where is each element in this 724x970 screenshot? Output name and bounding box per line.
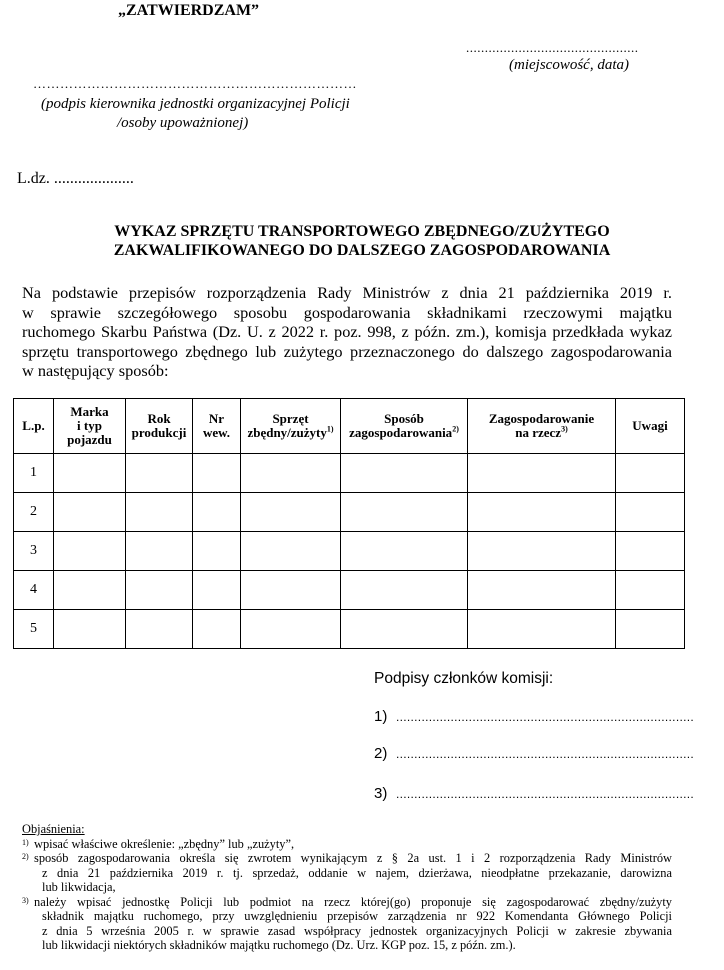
- cell-recipient[interactable]: [468, 454, 616, 493]
- header-equipment-status: Sprzęt zbędny/zużyty$^{1)}$: [241, 399, 341, 454]
- cell-year[interactable]: [126, 532, 193, 571]
- cell-equipment-status[interactable]: [241, 610, 341, 649]
- intro-line2: w sprawie szczegółowego sposobu gospodarowania składnikami rzeczowymi majątku: [22, 302, 672, 322]
- table-header-row: [14, 399, 685, 454]
- member-signature-1: 1) ..................................................................................: [374, 708, 694, 725]
- cell-method[interactable]: [341, 532, 468, 571]
- signature-field: ………………………………………………………………: [33, 76, 357, 91]
- signature-label: [41, 95, 391, 133]
- table-row: [14, 610, 685, 649]
- cell-internal-number[interactable]: [193, 454, 241, 493]
- header-lp: L.p.: [14, 399, 54, 454]
- note-3: 3) należy wpisać jednostkę Policji lub podmiot na rzecz której(go) proponuje się zagospodarować zbędny/zużyty składnik majątku ruchomego, przy uwzględnieniu przepisów zarządzenia nr 922 Komendanta Głównego Policji z dnia 5 września 2005 r. w sprawie zasad współpracy jednostek organizacyjnych Policji w zakresie zbywania lub likwidacji niektórych składników majątku ruchomego (Dz. Urz. KGP poz. 15, z późn. zm.).: [22, 894, 672, 952]
- cell-year[interactable]: [126, 493, 193, 532]
- note-1: 1) wpisać właściwe określenie: „zbędny” lub „zużyty”,: [22, 836, 295, 851]
- cell-internal-number[interactable]: [193, 532, 241, 571]
- place-date-label: (miejscowość, data): [509, 57, 629, 73]
- cell-remarks[interactable]: [616, 610, 685, 649]
- header-internal-number: Nr wew.: [193, 399, 241, 454]
- note-2: 2) sposób zagospodarowania określa się zwrotem wynikającym z § 2a ust. 1 i 2 rozporządzenia Rady Ministrów z dnia 21 października 2019 r. tj. sprzedaż, oddanie w najem, dzierżawa, nieodpłatne przekazanie, darowizna lub likwidacja,: [22, 851, 672, 894]
- signature-label-line2: /osoby upoważnionej): [117, 115, 249, 131]
- cell-remarks[interactable]: [616, 532, 685, 571]
- header-brand: Marka i typ pojazdu: [54, 399, 126, 454]
- member-signature-3: 3) ..................................................................................: [374, 785, 694, 802]
- explanations: [22, 822, 672, 953]
- cell-year[interactable]: [126, 571, 193, 610]
- cell-internal-number[interactable]: [193, 571, 241, 610]
- cell-equipment-status[interactable]: [241, 454, 341, 493]
- cell-recipient[interactable]: [468, 571, 616, 610]
- intro-line3: ruchomego Skarbu Państwa (Dz. U. z 2022 r. poz. 998, z późn. zm.), komisja przedkłada wykaz: [22, 322, 672, 341]
- header-recipient: Zagospodarowanie na rzecz$^{3)}$: [468, 399, 616, 454]
- intro-line1: Na podstawie przepisów rozporządzenia Rady Ministrów z dnia 21 października 2019 r.: [22, 283, 672, 302]
- title-line2: ZAKWALIFIKOWANEGO DO DALSZEGO ZAGOSPODAROWANIA: [113, 242, 611, 259]
- approval-heading: „ZATWIERDZAM”: [118, 2, 260, 19]
- cell-remarks[interactable]: [616, 571, 685, 610]
- cell-equipment-status[interactable]: [241, 493, 341, 532]
- explanations-heading: Objaśnienia:: [22, 822, 85, 836]
- cell-method[interactable]: [341, 571, 468, 610]
- signature-label-line1: (podpis kierownika jednostki organizacyjnej Policji: [41, 96, 350, 112]
- cell-recipient[interactable]: [468, 493, 616, 532]
- document-title: [30, 222, 694, 260]
- place-date-field: ..............................................: [466, 40, 639, 55]
- cell-equipment-status[interactable]: [241, 532, 341, 571]
- cell-internal-number[interactable]: [193, 493, 241, 532]
- intro-line4: sprzętu transportowego zbędnego lub zużytego przeznaczonego do dalszego zagospodarowania: [22, 341, 672, 361]
- intro-paragraph: [22, 283, 672, 381]
- cell-method[interactable]: [341, 454, 468, 493]
- header-method: Sposób zagospodarowania$^{2)}$: [341, 399, 468, 454]
- cell-recipient[interactable]: [468, 610, 616, 649]
- equipment-table: [13, 398, 685, 649]
- cell-remarks[interactable]: [616, 454, 685, 493]
- table-row: [14, 493, 685, 532]
- table-row: [14, 532, 685, 571]
- header-remarks: Uwagi: [616, 399, 685, 454]
- header-year: Rok produkcji: [126, 399, 193, 454]
- row-number: 1: [14, 454, 54, 493]
- cell-brand[interactable]: [54, 493, 126, 532]
- cell-brand[interactable]: [54, 571, 126, 610]
- cell-method[interactable]: [341, 493, 468, 532]
- cell-brand[interactable]: [54, 454, 126, 493]
- members-label: Podpisy członków komisji:: [374, 670, 554, 687]
- member-signature-2: 2) ..................................................................................: [374, 745, 694, 762]
- row-number: 4: [14, 571, 54, 610]
- table-row: [14, 454, 685, 493]
- cell-brand[interactable]: [54, 532, 126, 571]
- cell-recipient[interactable]: [468, 532, 616, 571]
- title-line1: WYKAZ SPRZĘTU TRANSPORTOWEGO ZBĘDNEGO/ZUŻYTEGO: [114, 223, 610, 240]
- cell-method[interactable]: [341, 610, 468, 649]
- table-row: [14, 571, 685, 610]
- row-number: 3: [14, 532, 54, 571]
- intro-line5: w następujący sposób:: [22, 361, 169, 380]
- cell-remarks[interactable]: [616, 493, 685, 532]
- ldz-number: L.dz. ....................: [17, 170, 134, 187]
- row-number: 5: [14, 610, 54, 649]
- cell-internal-number[interactable]: [193, 610, 241, 649]
- row-number: 2: [14, 493, 54, 532]
- cell-equipment-status[interactable]: [241, 571, 341, 610]
- cell-year[interactable]: [126, 610, 193, 649]
- cell-year[interactable]: [126, 454, 193, 493]
- cell-brand[interactable]: [54, 610, 126, 649]
